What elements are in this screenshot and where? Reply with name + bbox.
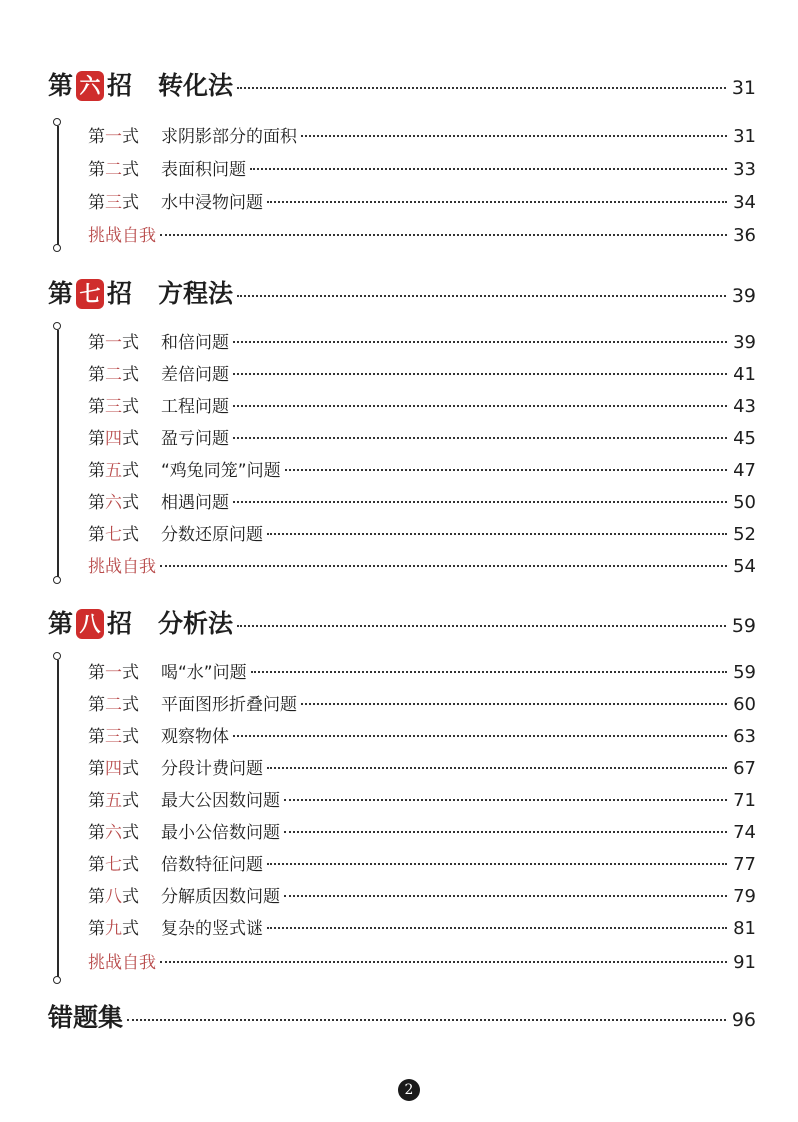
lesson-number: 一 <box>105 333 122 353</box>
dot-leader <box>160 565 727 567</box>
chapter-number-badge: 八 <box>76 609 104 639</box>
lesson-title: 分数还原问题 <box>161 525 263 545</box>
lesson-prefix: 第 <box>88 663 105 683</box>
lesson-suffix: 式 <box>122 887 139 907</box>
toc-entry[interactable] <box>88 188 756 216</box>
challenge-label: 挑战自我 <box>88 953 156 973</box>
page-ref: 91 <box>733 952 756 973</box>
lesson-prefix: 第 <box>88 193 105 213</box>
lesson-number: 九 <box>105 919 122 939</box>
chapter-title: 分析法 <box>158 609 234 638</box>
lesson-prefix: 第 <box>88 887 105 907</box>
bracket-top-dot <box>53 118 61 126</box>
toc-entry[interactable] <box>88 488 756 516</box>
lesson-suffix: 式 <box>122 525 139 545</box>
lesson-suffix: 式 <box>122 365 139 385</box>
lesson-suffix: 式 <box>122 397 139 417</box>
bracket-top-dot <box>53 322 61 330</box>
lesson-title: 求阴影部分的面积 <box>161 127 297 147</box>
dot-leader <box>237 625 726 627</box>
lesson-suffix: 式 <box>122 461 139 481</box>
chapter-prefix: 第 <box>48 609 74 638</box>
lesson-title: 差倍问题 <box>161 365 229 385</box>
dot-leader <box>284 895 727 897</box>
chapter-suffix: 招 <box>107 279 133 308</box>
chapter-heading[interactable] <box>48 66 756 106</box>
page-ref: 59 <box>733 662 756 683</box>
dot-leader <box>284 799 727 801</box>
toc-entry[interactable] <box>88 754 756 782</box>
lesson-prefix: 第 <box>88 823 105 843</box>
toc-entry[interactable] <box>88 786 756 814</box>
lesson-title: 盈亏问题 <box>161 429 229 449</box>
lesson-title: 水中浸物问题 <box>161 193 263 213</box>
dot-leader <box>233 373 727 375</box>
dot-leader <box>250 168 727 170</box>
lesson-number: 七 <box>105 855 122 875</box>
page-ref: 36 <box>733 225 756 246</box>
lesson-number: 三 <box>105 727 122 747</box>
lesson-suffix: 式 <box>122 919 139 939</box>
page-ref: 81 <box>733 918 756 939</box>
dot-leader <box>301 703 727 705</box>
section-bracket-line <box>57 126 59 246</box>
chapter-prefix: 第 <box>48 279 74 308</box>
bracket-bottom-dot <box>53 576 61 584</box>
chapter-title: 转化法 <box>158 71 234 100</box>
lesson-prefix: 第 <box>88 759 105 779</box>
lesson-title: 分段计费问题 <box>161 759 263 779</box>
lesson-prefix: 第 <box>88 727 105 747</box>
dot-leader <box>233 735 727 737</box>
lesson-number: 五 <box>105 461 122 481</box>
lesson-number: 一 <box>105 127 122 147</box>
chapter-number-badge: 六 <box>76 71 104 101</box>
page-ref: 60 <box>733 694 756 715</box>
lesson-number: 二 <box>105 365 122 385</box>
bracket-bottom-dot <box>53 976 61 984</box>
lesson-prefix: 第 <box>88 461 105 481</box>
page-ref: 39 <box>733 332 756 353</box>
lesson-title: “鸡兔同笼”问题 <box>161 461 281 481</box>
page-ref: 52 <box>733 524 756 545</box>
lesson-title: 表面积问题 <box>161 160 246 180</box>
toc-entry[interactable] <box>88 658 756 686</box>
dot-leader <box>237 87 726 89</box>
lesson-prefix: 第 <box>88 919 105 939</box>
dot-leader <box>301 135 727 137</box>
page-ref: 33 <box>733 159 756 180</box>
page-number-badge: 2 <box>398 1079 420 1101</box>
challenge-entry[interactable] <box>88 948 756 976</box>
dot-leader <box>160 234 727 236</box>
lesson-suffix: 式 <box>122 493 139 513</box>
page-ref: 31 <box>733 126 756 147</box>
lesson-prefix: 第 <box>88 397 105 417</box>
lesson-prefix: 第 <box>88 127 105 147</box>
lesson-number: 六 <box>105 493 122 513</box>
toc-entry[interactable] <box>88 155 756 183</box>
challenge-entry[interactable] <box>88 221 756 249</box>
lesson-prefix: 第 <box>88 791 105 811</box>
dot-leader <box>233 341 727 343</box>
challenge-entry[interactable] <box>88 552 756 580</box>
lesson-suffix: 式 <box>122 695 139 715</box>
lesson-title: 喝“水”问题 <box>161 663 247 683</box>
bracket-bottom-dot <box>53 244 61 252</box>
toc-entry[interactable] <box>88 818 756 846</box>
challenge-label: 挑战自我 <box>88 226 156 246</box>
chapter-heading[interactable] <box>48 274 756 314</box>
lesson-number: 一 <box>105 663 122 683</box>
lesson-prefix: 第 <box>88 160 105 180</box>
page-ref: 77 <box>733 854 756 875</box>
lesson-suffix: 式 <box>122 855 139 875</box>
lesson-number: 五 <box>105 791 122 811</box>
lesson-suffix: 式 <box>122 727 139 747</box>
lesson-title: 分解质因数问题 <box>161 887 280 907</box>
dot-leader <box>267 863 727 865</box>
lesson-suffix: 式 <box>122 823 139 843</box>
lesson-suffix: 式 <box>122 791 139 811</box>
page-ref: 43 <box>733 396 756 417</box>
page-ref: 41 <box>733 364 756 385</box>
toc-entry[interactable] <box>88 456 756 484</box>
lesson-suffix: 式 <box>122 160 139 180</box>
lesson-prefix: 第 <box>88 429 105 449</box>
page-ref: 50 <box>733 492 756 513</box>
page-ref: 63 <box>733 726 756 747</box>
lesson-prefix: 第 <box>88 525 105 545</box>
lesson-number: 四 <box>105 429 122 449</box>
dot-leader <box>267 533 727 535</box>
challenge-label: 挑战自我 <box>88 557 156 577</box>
final-title: 错题集 <box>48 1003 124 1032</box>
chapter-number-badge: 七 <box>76 279 104 309</box>
page-ref: 71 <box>733 790 756 811</box>
page-ref: 45 <box>733 428 756 449</box>
chapter-suffix: 招 <box>107 71 133 100</box>
dot-leader <box>127 1019 726 1021</box>
toc-entry[interactable] <box>88 424 756 452</box>
lesson-title: 和倍问题 <box>161 333 229 353</box>
lesson-suffix: 式 <box>122 127 139 147</box>
dot-leader <box>233 501 727 503</box>
toc-entry[interactable] <box>88 122 756 150</box>
lesson-prefix: 第 <box>88 695 105 715</box>
dot-leader <box>284 831 727 833</box>
lesson-suffix: 式 <box>122 759 139 779</box>
dot-leader <box>237 295 726 297</box>
toc-entry[interactable] <box>88 914 756 942</box>
page-ref: 54 <box>733 556 756 577</box>
lesson-title: 最小公倍数问题 <box>161 823 280 843</box>
lesson-number: 三 <box>105 193 122 213</box>
lesson-number: 三 <box>105 397 122 417</box>
lesson-title: 倍数特征问题 <box>161 855 263 875</box>
bracket-top-dot <box>53 652 61 660</box>
dot-leader <box>285 469 727 471</box>
lesson-suffix: 式 <box>122 429 139 449</box>
lesson-title: 观察物体 <box>161 727 229 747</box>
dot-leader <box>251 671 727 673</box>
chapter-title: 方程法 <box>158 279 234 308</box>
chapter-heading[interactable] <box>48 604 756 644</box>
page-ref: 59 <box>731 615 756 637</box>
toc-entry[interactable] <box>88 850 756 878</box>
lesson-prefix: 第 <box>88 855 105 875</box>
lesson-prefix: 第 <box>88 365 105 385</box>
dot-leader <box>267 927 727 929</box>
lesson-prefix: 第 <box>88 333 105 353</box>
lesson-title: 复杂的竖式谜 <box>161 919 263 939</box>
final-section-heading[interactable] <box>48 998 756 1034</box>
lesson-number: 七 <box>105 525 122 545</box>
page-ref: 39 <box>731 285 756 307</box>
toc-entry[interactable] <box>88 690 756 718</box>
toc-entry[interactable] <box>88 882 756 910</box>
lesson-title: 相遇问题 <box>161 493 229 513</box>
dot-leader <box>233 405 727 407</box>
lesson-suffix: 式 <box>122 663 139 683</box>
toc-entry[interactable] <box>88 328 756 356</box>
dot-leader <box>267 201 727 203</box>
section-bracket-line <box>57 660 59 978</box>
dot-leader <box>267 767 727 769</box>
toc-entry[interactable] <box>88 392 756 420</box>
toc-entry[interactable] <box>88 360 756 388</box>
chapter-prefix: 第 <box>48 71 74 100</box>
page-ref: 31 <box>731 77 756 99</box>
lesson-number: 八 <box>105 887 122 907</box>
toc-entry[interactable] <box>88 722 756 750</box>
page-ref: 34 <box>733 192 756 213</box>
lesson-number: 二 <box>105 695 122 715</box>
page-ref: 74 <box>733 822 756 843</box>
toc-entry[interactable] <box>88 520 756 548</box>
dot-leader <box>160 961 727 963</box>
lesson-title: 工程问题 <box>161 397 229 417</box>
lesson-suffix: 式 <box>122 193 139 213</box>
lesson-number: 六 <box>105 823 122 843</box>
lesson-title: 平面图形折叠问题 <box>161 695 297 715</box>
page-ref: 67 <box>733 758 756 779</box>
section-bracket-line <box>57 330 59 578</box>
lesson-suffix: 式 <box>122 333 139 353</box>
lesson-title: 最大公因数问题 <box>161 791 280 811</box>
lesson-number: 四 <box>105 759 122 779</box>
chapter-suffix: 招 <box>107 609 133 638</box>
lesson-prefix: 第 <box>88 493 105 513</box>
page-ref: 96 <box>731 1009 756 1031</box>
dot-leader <box>233 437 727 439</box>
page-ref: 79 <box>733 886 756 907</box>
page-ref: 47 <box>733 460 756 481</box>
lesson-number: 二 <box>105 160 122 180</box>
